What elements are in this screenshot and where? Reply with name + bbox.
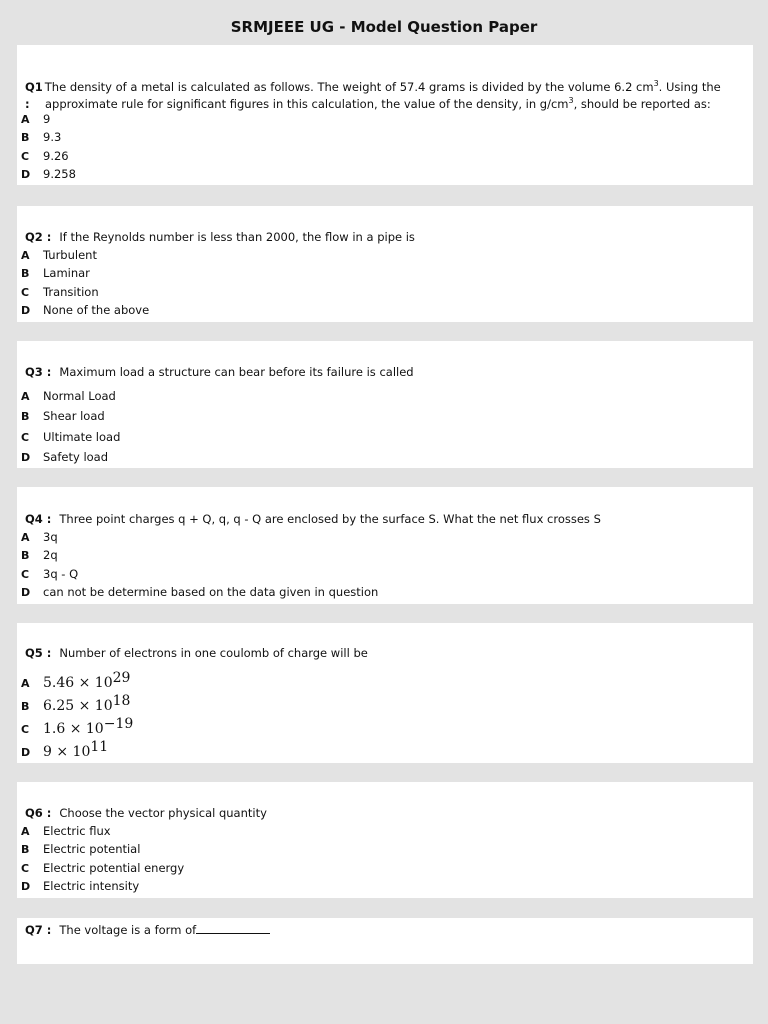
question-1-colon: : xyxy=(25,96,30,111)
question-card-4 xyxy=(17,487,753,604)
question-5-line xyxy=(25,645,745,662)
option-3-c: C Ultimate load xyxy=(21,430,121,444)
question-1-text-b: . Using the xyxy=(658,79,721,94)
page-title: SRMJEEE UG - Model Question Paper xyxy=(230,18,538,36)
option-4-c: C 3q - Q xyxy=(21,567,79,581)
question-3-line xyxy=(25,364,745,381)
option-1-b: B 9.3 xyxy=(21,130,62,144)
option-3-a: A Normal Load xyxy=(21,389,116,403)
question-3-text: Maximum load a structure can bear before its failure is called xyxy=(59,365,414,379)
question-card-2 xyxy=(17,206,753,322)
question-4-number: Q4 : xyxy=(25,512,52,526)
question-card-5 xyxy=(17,623,753,763)
answer-blank xyxy=(196,922,270,934)
question-1-text-a: The density of a metal is calculated as follows. The weight of 57.4 grams is divided by the volume 6.2 cm xyxy=(44,79,654,94)
option-3-d: D Safety load xyxy=(21,450,109,464)
question-1-sup-a: 3 xyxy=(653,79,659,88)
question-6-text: Choose the vector physical quantity xyxy=(59,806,267,820)
question-card-6 xyxy=(17,782,753,898)
question-2-line xyxy=(25,229,745,246)
option-4-b: B 2q xyxy=(21,548,58,562)
option-2-a: A Turbulent xyxy=(21,248,97,262)
option-4-d: D can not be determine based on the data given in question xyxy=(21,585,379,599)
question-2-text: If the Reynolds number is less than 2000, the flow in a pipe is xyxy=(59,230,415,244)
question-1-text-d: , should be reported as: xyxy=(573,96,711,111)
question-5-number: Q5 : xyxy=(25,646,52,660)
question-5-text: Number of electrons in one coulomb of charge will be xyxy=(59,646,368,660)
option-1-d: D 9.258 xyxy=(21,167,76,181)
question-6-number: Q6 : xyxy=(25,806,52,820)
question-4-text: Three point charges q + Q, q, q - Q are enclosed by the surface S. What the net flux crosses S xyxy=(59,512,601,526)
option-4-a: A 3q xyxy=(21,530,58,544)
option-6-b: B Electric potential xyxy=(21,842,141,856)
option-6-c: C Electric potential energy xyxy=(21,861,185,875)
question-1-sup-c: 3 xyxy=(568,96,574,105)
option-6-a: A Electric flux xyxy=(21,824,111,838)
option-5-d: D $9 \times 10^{11}$ xyxy=(21,739,109,760)
question-2-number: Q2 : xyxy=(25,230,52,244)
question-3-number: Q3 : xyxy=(25,365,52,379)
question-7-number: Q7 : xyxy=(25,923,52,937)
option-5-b: B $6.25 \times 10^{18}$ xyxy=(21,693,131,714)
question-1-number: Q1 xyxy=(25,79,43,94)
question-4-line xyxy=(25,511,745,528)
question-card-3 xyxy=(17,341,753,468)
question-7-line xyxy=(25,922,745,939)
option-2-b: B Laminar xyxy=(21,266,90,280)
option-5-c: C $1.6 \times 10^{-19}$ xyxy=(21,716,134,737)
option-3-b: B Shear load xyxy=(21,409,105,423)
question-card-1 xyxy=(17,45,753,185)
option-1-c: C 9.26 xyxy=(21,149,69,163)
question-card-7 xyxy=(17,918,753,964)
option-2-d: D None of the above xyxy=(21,303,150,317)
option-5-a: A $5.46 \times 10^{29}$ xyxy=(21,670,131,691)
option-2-c: C Transition xyxy=(21,285,99,299)
option-1-a: A 9 xyxy=(21,112,51,126)
question-6-line xyxy=(25,805,745,822)
option-6-d: D Electric intensity xyxy=(21,879,140,893)
question-1-text-c: approximate rule for significant figures in this calculation, the value of the density, in g/cm xyxy=(45,96,569,111)
question-7-text: The voltage is a form of xyxy=(59,923,197,937)
